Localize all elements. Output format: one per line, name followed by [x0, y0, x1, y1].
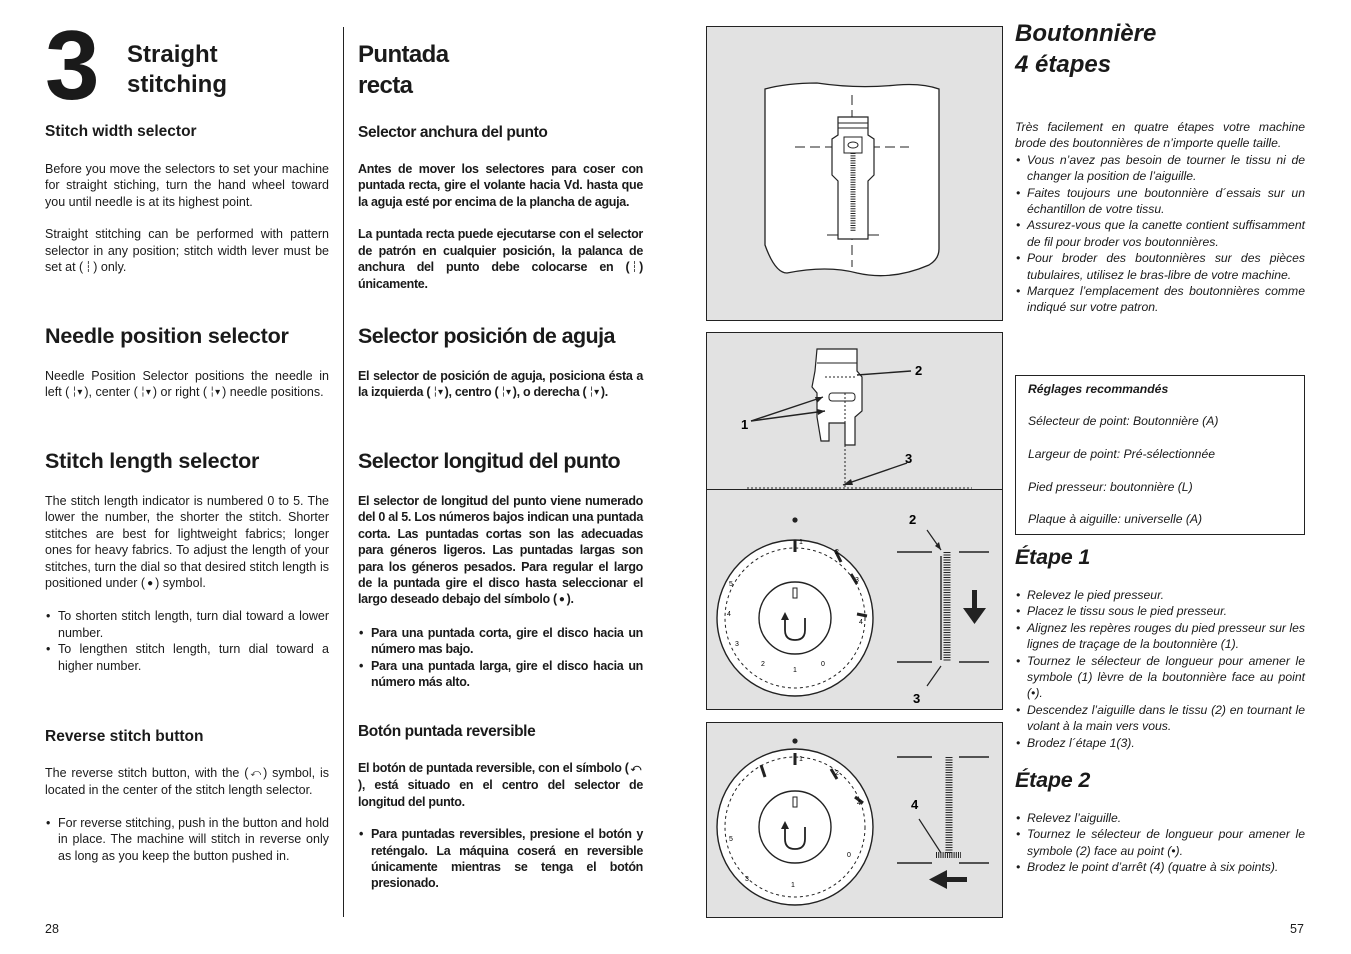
label-4: 4	[911, 797, 919, 812]
dial-number: 1	[793, 667, 797, 674]
needle-center-icon: ╎▾	[500, 387, 511, 399]
french-title	[1015, 18, 1156, 80]
reverse-paragraph: The reverse stitch button, with the ( ⤺ ) symbol, is located in the center of the stitch length selector.	[45, 766, 329, 798]
list-item: • Para una puntada corta, gire el disco hacia un número mas bajo.	[358, 625, 643, 658]
dial-number: 4	[727, 611, 731, 618]
dial-step-1-illustration	[707, 490, 1002, 709]
dial-number: 2	[835, 770, 839, 777]
etape-2-heading: Étape 2	[1015, 768, 1091, 792]
reverse-symbol: ⤺	[250, 768, 262, 779]
label-3: 3	[913, 691, 921, 706]
dial-number: 5	[729, 836, 733, 843]
spanish-title	[358, 39, 448, 101]
list-item: • Relevez l’aiguille.	[1015, 810, 1305, 826]
straight-stitch-symbol: ┆	[85, 262, 92, 274]
dial-number: 2	[761, 661, 765, 668]
boton-reversible-paragraph: El botón de puntada reversible, con el símbolo ( ⤺), está situado en el centro del selector de longitud del punto.	[358, 761, 643, 809]
selector-posicion-paragraph: El selector de posición de aguja, posiciona ésta a la izquierda ( ╎▾ ), centro ( ╎▾ ), o derecha ( ╎▾ ).	[358, 368, 643, 402]
spanish-title-line1: Puntada	[358, 41, 449, 68]
figure-dial-step-2	[706, 722, 1003, 918]
stitch-width-paragraph-2: Straight stitching can be performed with pattern selector in any position; stitch width lever must be set at ( ┆ ) only.	[45, 226, 329, 276]
list-item: • Alignez les repères rouges du pied presseur sur les lignes de traçage de la boutonnière (1).	[1015, 620, 1305, 653]
figure-dial-step-1	[706, 489, 1003, 710]
list-item: • Assurez-vous que la canette contient suffisamment de fil pour broder vos boutonnières.	[1015, 217, 1305, 250]
dial-number: 0	[847, 852, 851, 859]
etape-1-section	[1015, 545, 1305, 751]
dial-number: 0	[821, 661, 825, 668]
dot-symbol: ●	[558, 594, 565, 606]
figure-presser-foot-fabric	[706, 26, 1003, 321]
list-item: • Marquez l’emplacement des boutonnières comme indiqué sur votre patron.	[1015, 283, 1305, 316]
settings-heading: Réglages recommandés	[1028, 382, 1169, 396]
page-number-left: 28	[45, 922, 59, 936]
list-item: • Brodez le point d’arrêt (4) (quatre à six points).	[1015, 859, 1305, 875]
list-item: • Tournez le sélecteur de longueur pour amener le symbole (1) lèvre de la boutonnière face au point (•).	[1015, 653, 1305, 702]
dial-number: 3	[855, 577, 859, 584]
etape-2-section	[1015, 768, 1305, 876]
settings-item: Sélecteur de point: Boutonnière (A)	[1028, 414, 1219, 428]
selector-posicion-heading: Selector posición de aguja	[358, 324, 615, 348]
dial-number: 3	[745, 876, 749, 883]
label-3: 3	[905, 451, 913, 466]
figure-presser-foot-labels	[706, 332, 1003, 490]
needle-left-icon: ╎▾	[71, 387, 83, 399]
stitch-length-list	[45, 608, 329, 674]
list-item: • To shorten stitch length, turn dial toward a lower number.	[45, 608, 329, 641]
french-bullet-list	[1015, 152, 1305, 316]
dial-number: 5	[729, 581, 733, 588]
reverse-list	[45, 815, 329, 864]
needle-right-icon: ╎▾	[209, 387, 221, 399]
list-item: • Brodez l´étape 1(3).	[1015, 735, 1305, 751]
stitch-length-paragraph: The stitch length indicator is numbered 0 to 5. The lower the number, the shorter the stitch. Shorter stitches are best for lightweight fabrics; longer ones for heavy fabrics. To adjust the length of your stitches, turn the dial so that desired stitch length is positioned under ( ● ) symbol.	[45, 493, 329, 592]
selector-longitud-list	[358, 625, 643, 691]
etape-1-heading: Étape 1	[1015, 545, 1091, 569]
list-item: • Relevez le pied presseur.	[1015, 587, 1305, 603]
stitch-width-paragraph-1: Before you move the selectors to set your machine for straight stiching, turn the hand wheel toward you until needle is at its highest point.	[45, 162, 329, 209]
column-divider	[343, 27, 344, 917]
list-item: • For reverse stitching, push in the button and hold in place. The machine will stitch in reverse only as long as you keep the button pushed in.	[45, 815, 329, 864]
french-intro: Très facilement en quatre étapes votre machine brode des boutonnières de n’importe quelle taille.	[1015, 120, 1305, 151]
dial-number: 1	[799, 756, 803, 763]
list-item: • Faites toujours une boutonnière d´essais sur un échantillon de votre tissu.	[1015, 185, 1305, 218]
selector-anchura-paragraph-2: La puntada recta puede ejecutarse con el selector de patrón en cualquier posición, la palanca de anchura del punto debe colocarse en ( ┆ ) únicamente.	[358, 227, 643, 292]
settings-item: Plaque à aiguille: universelle (A)	[1028, 512, 1203, 526]
etape-1-list	[1015, 587, 1305, 751]
page-number-right: 57	[1290, 922, 1304, 936]
list-item: • Descendez l’aiguille dans le tissu (2) en tournant le volant à la main vers vous.	[1015, 702, 1305, 735]
boton-reversible-list	[358, 826, 643, 892]
reverse-button-heading: Reverse stitch button	[45, 728, 204, 745]
reverse-symbol: ⤺	[630, 763, 641, 774]
label-1: 1	[741, 417, 749, 432]
french-title-line2: 4 étapes	[1015, 51, 1112, 78]
selector-longitud-paragraph: El selector de longitud del punto viene numerado del 0 al 5. Los números bajos indican una puntada corta. Las puntadas cortas son las adecuadas para géneros ligeros. Las puntadas largas son para los géneros pesados. Para regular el largo de la puntada gire el disco hasta seleccionar el largo deseado debajo del símbolo ( ● ).	[358, 493, 643, 609]
needle-left-icon: ╎▾	[432, 387, 443, 399]
dial-number: 2	[835, 549, 839, 556]
needle-right-icon: ╎▾	[588, 387, 599, 399]
dot-symbol: ●	[147, 578, 154, 590]
presser-foot-labels-illustration	[707, 333, 1002, 489]
english-title-line2: stitching	[127, 71, 227, 98]
label-2: 2	[909, 512, 917, 527]
english-title-line1: Straight	[127, 41, 218, 68]
list-item: • Para una puntada larga, gire el disco hacia un número más alto.	[358, 658, 643, 691]
dial-number: 4	[857, 800, 861, 807]
dial-number: 4	[859, 619, 863, 626]
chapter-number: 3	[45, 10, 96, 120]
list-item: • Placez le tissu sous le pied presseur.	[1015, 603, 1305, 619]
settings-item: Largeur de point: Pré-sélectionnée	[1028, 447, 1215, 461]
needle-position-paragraph: Needle Position Selector positions the needle in left ( ╎▾ ), center ( ╎▾ ) or right ( ╎▾ ) needle positions.	[45, 368, 329, 402]
french-title-line1: Boutonnière	[1015, 20, 1157, 47]
spanish-title-line2: recta	[358, 72, 413, 99]
etape-2-list	[1015, 810, 1305, 876]
presser-foot-fabric-illustration	[707, 27, 1002, 320]
straight-stitch-symbol: ┆	[631, 262, 638, 274]
list-item: • Tournez le sélecteur de longueur pour amener le symbole (2) face au point (•).	[1015, 826, 1305, 859]
dial-number: 3	[735, 641, 739, 648]
label-2: 2	[915, 363, 923, 378]
list-item: • Pour broder des boutonnières sur des pièces tubulaires, utilisez le bras-libre de votre machine.	[1015, 250, 1305, 283]
list-item: • Para puntadas reversibles, presione el botón y reténgalo. La máquina coserá en reversible únicamente mientras se tenga el botón presionado.	[358, 826, 643, 892]
list-item: • To lengthen stitch length, turn dial toward a higher number.	[45, 641, 329, 674]
needle-center-icon: ╎▾	[139, 387, 151, 399]
list-item: • Vous n’avez pas besoin de tourner le tissu ni de changer la position de l’aiguille.	[1015, 152, 1305, 185]
settings-item: Pied presseur: boutonnière (L)	[1028, 480, 1193, 494]
settings-box	[1015, 375, 1305, 535]
boton-reversible-heading: Botón puntada reversible	[358, 723, 536, 740]
stitch-width-heading: Stitch width selector	[45, 123, 197, 140]
selector-anchura-heading: Selector anchura del punto	[358, 124, 548, 141]
needle-position-heading: Needle position selector	[45, 324, 289, 348]
english-title	[127, 40, 227, 100]
dial-number: 1	[791, 882, 795, 889]
stitch-length-heading: Stitch length selector	[45, 449, 260, 473]
selector-longitud-heading: Selector longitud del punto	[358, 449, 621, 473]
dial-number: 1	[799, 539, 803, 546]
selector-anchura-paragraph-1: Antes de mover los selectores para coser con puntada recta, gire el volante hacia Vd. hasta que la aguja esté por encima de la plancha de aguja.	[358, 162, 643, 209]
dial-step-2-illustration	[707, 723, 1002, 917]
